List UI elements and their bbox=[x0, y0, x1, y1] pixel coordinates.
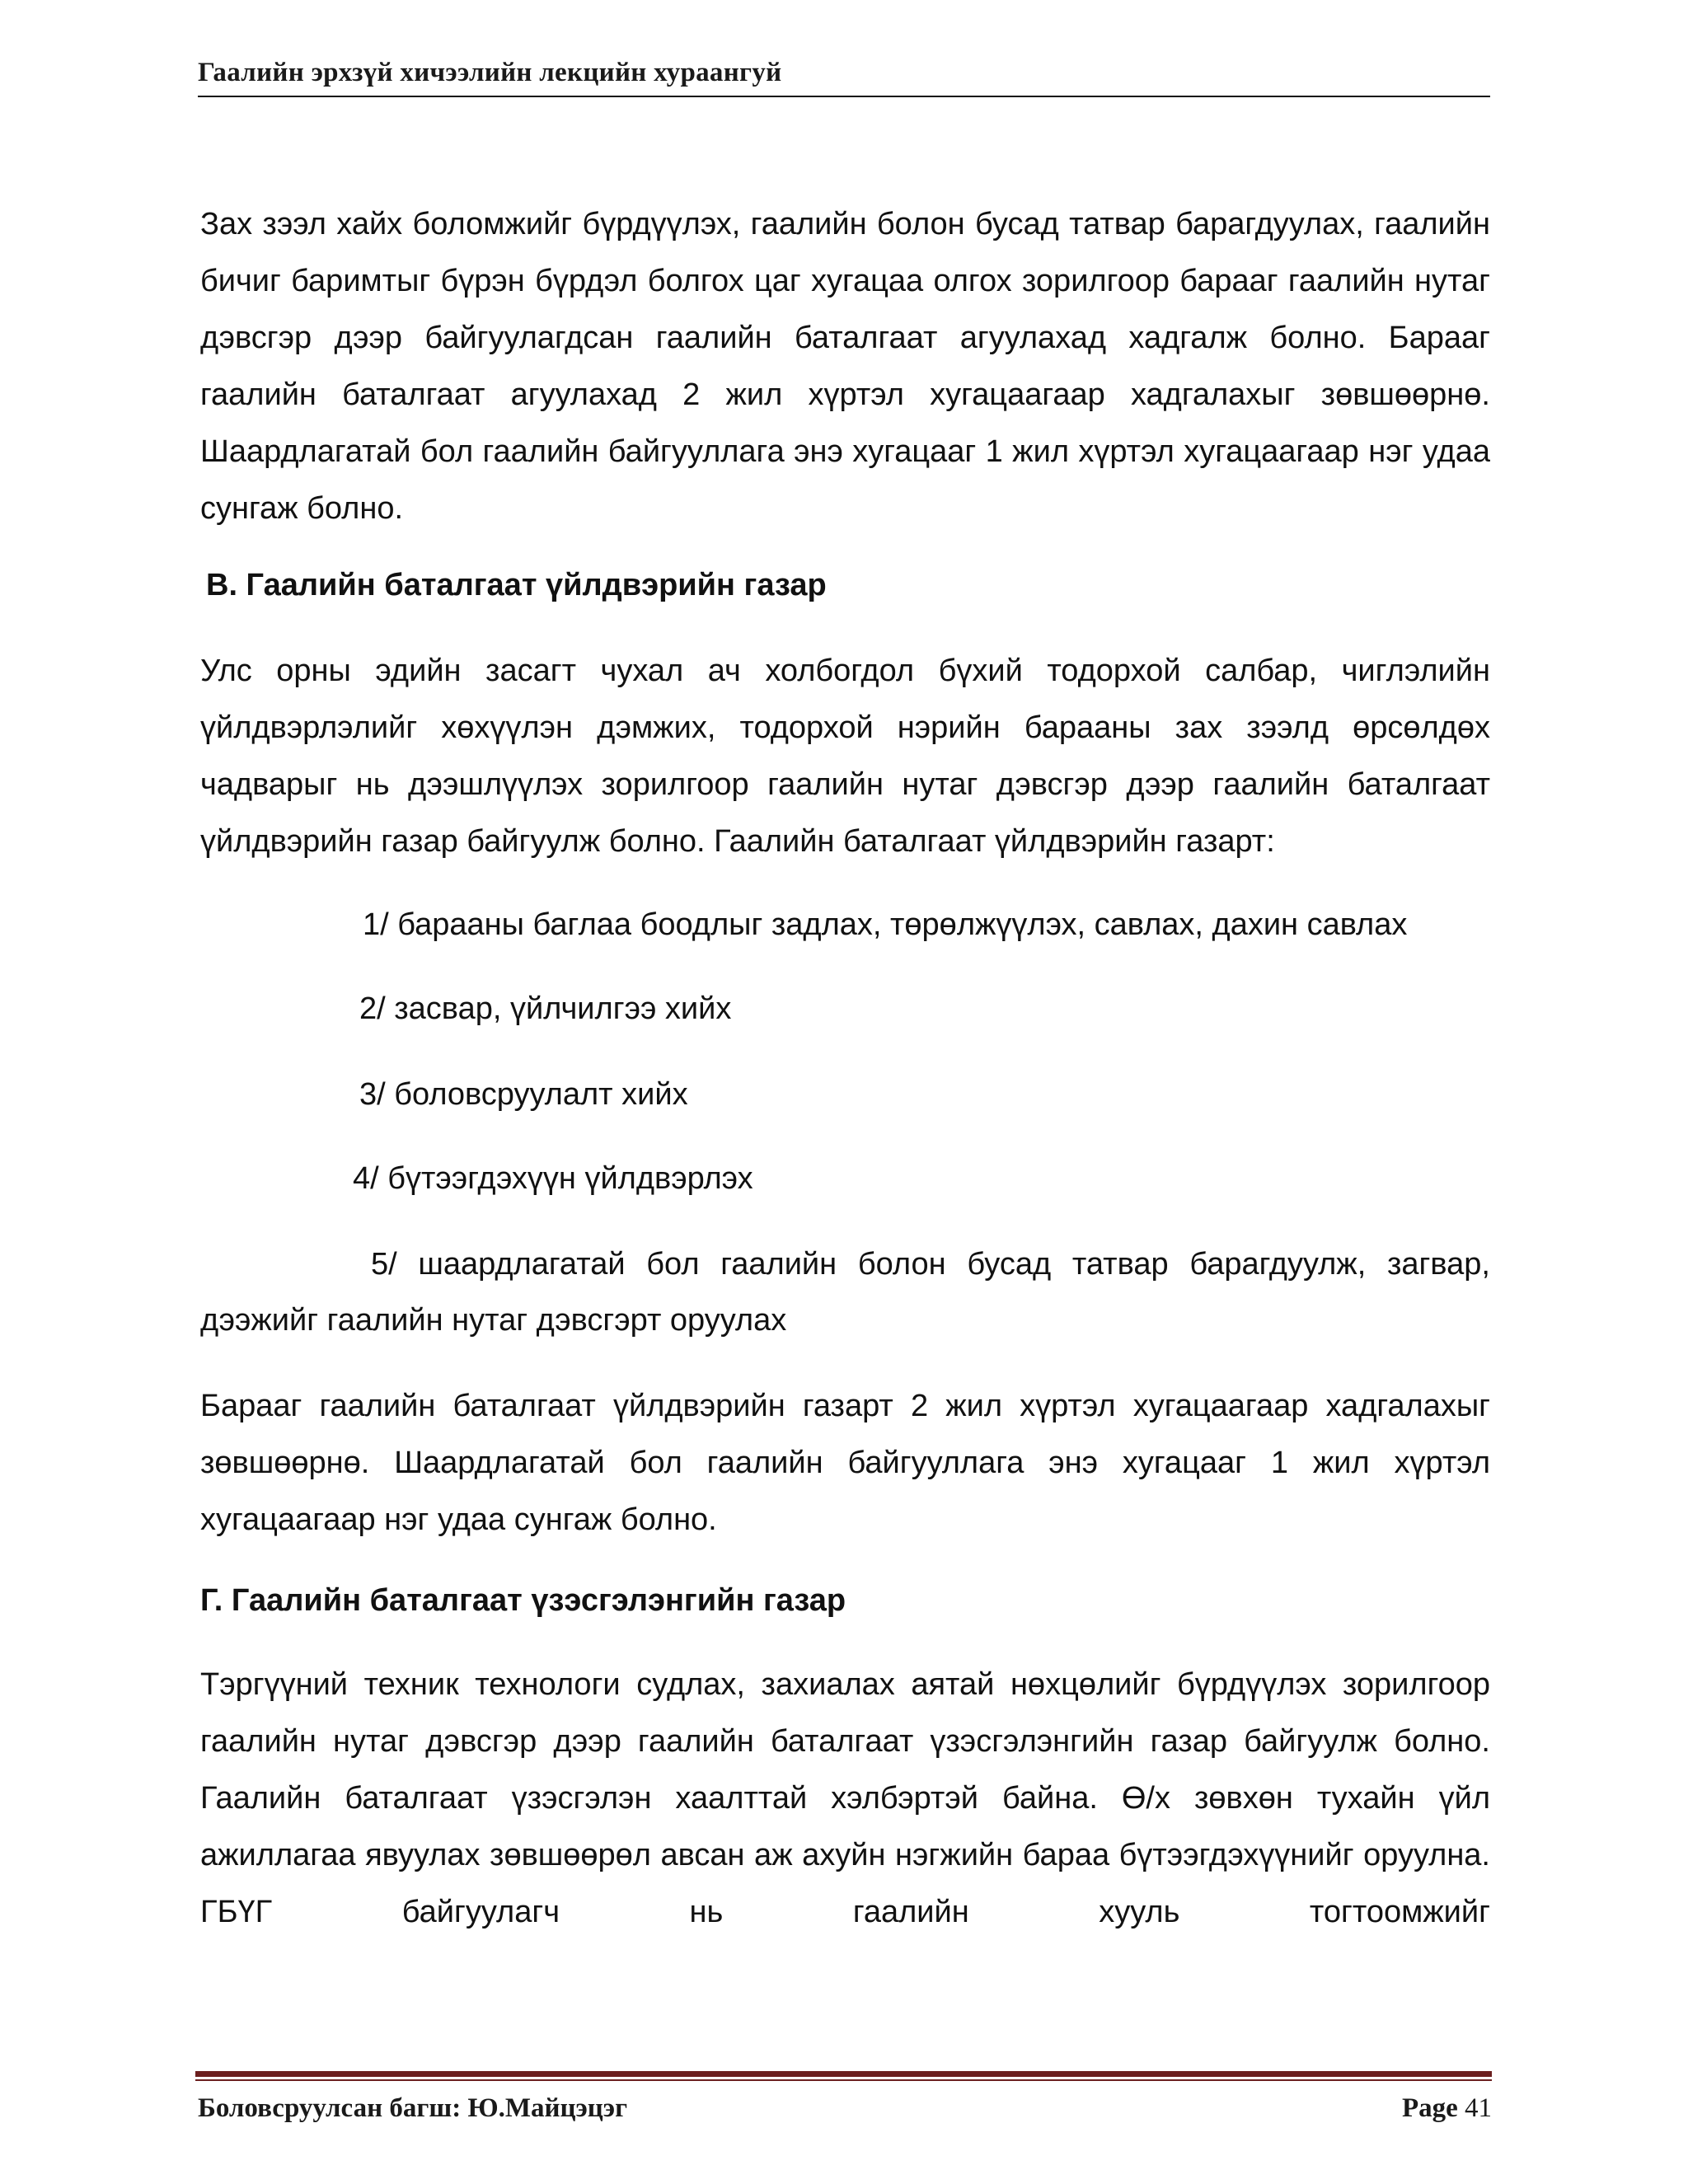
list-item-4: 4/ бүтээгдэхүүн үйлдвэрлэх bbox=[353, 1161, 753, 1196]
page-label: Page bbox=[1401, 2093, 1458, 2123]
footer-divider-thin bbox=[195, 2079, 1492, 2081]
paragraph-4: Тэргүүний техник технологи судлах, захиалах аятай нөхцөлийг бүрдүүлэх зорилгоор гаалийн нутаг дэвсгэр дээр гаалийн баталгаат үзэсгэлэнгийн газар байгуулж болно. Гаалийн баталгаат үзэсгэлэн хаалттай хэлбэртэй байна. Ө/х зөвхөн тухайн үйл ажиллагаа явуулах зөвшөөрөл авсан аж ахуйн нэгжийн бараа бүтээгдэхүүнийг оруулна. ГБҮГ байгуулагч нь гаалийн хууль тогтоомжийг bbox=[200, 1667, 1490, 1929]
footer-divider-thick bbox=[195, 2071, 1492, 2077]
footer-page-number bbox=[1402, 2093, 1492, 2124]
list-item-5-line-2: дээжийг гаалийн нутаг дэвсгэрт оруулах bbox=[200, 1303, 787, 1338]
section-heading-b: В. Гаалийн баталгаат үйлдвэрийн газар bbox=[206, 568, 827, 602]
list-item-1: 1/ барааны баглаа боодлыг задлах, төрөлжүүлэх, савлах, дахин савлах bbox=[363, 907, 1408, 942]
paragraph-1: Зах зээл хайх боломжийг бүрдүүлэх, гаалийн болон бусад татвар барагдуулах, гаалийн бичиг баримтыг бүрэн бүрдэл болгох цаг хугацаа олгох зорилгоор барааг гаалийн нутаг дэвсгэр дээр байгуулагдсан гаалийн баталгаат агуулахад хадгалж болно. Барааг гаалийн баталгаат агуулахад 2 жил хүртэл хугацаагаар хадгалахыг зөвшөөрнө. Шаардлагатай бол гаалийн байгууллага энэ хугацааг 1 жил хүртэл хугацаагаар нэг удаа сунгаж болно. bbox=[200, 207, 1490, 526]
paragraph-2: Улс орны эдийн засагт чухал ач холбогдол бүхий тодорхой салбар, чиглэлийн үйлдвэрлэлийг хөхүүлэн дэмжих, тодорхой нэрийн барааны зах зээлд өрсөлдөх чадварыг нь дээшлүүлэх зорилгоор гаалийн нутаг дэвсгэр дээр гаалийн баталгаат үйлдвэрийн газар байгуулж болно. Гаалийн баталгаат үйлдвэрийн газарт: bbox=[200, 654, 1490, 859]
list-item-2: 2/ засвар, үйлчилгээ хийх bbox=[359, 991, 732, 1026]
list-item-3: 3/ боловсруулалт хийх bbox=[359, 1077, 688, 1112]
page-header-title: Гаалийн эрхзүй хичээлийн лекцийн хураангуй bbox=[198, 58, 782, 87]
header-divider bbox=[198, 96, 1490, 97]
page-number: 41 bbox=[1465, 2093, 1492, 2123]
paragraph-3: Барааг гаалийн баталгаат үйлдвэрийн газарт 2 жил хүртэл хугацаагаар хадгалахыг зөвшөөрнө. Шаардлагатай бол гаалийн байгууллага энэ хугацааг 1 жил хүртэл хугацаагаар нэг удаа сунгаж болно. bbox=[200, 1389, 1490, 1537]
list-item-5-line-1: 5/ шаардлагатай бол гаалийн болон бусад татвар барагдуулж, загвар, bbox=[371, 1247, 1490, 1282]
footer-author: Боловсруулсан багш: Ю.Майцэцэг bbox=[198, 2093, 628, 2123]
section-heading-g: Г. Гаалийн баталгаат үзэсгэлэнгийн газар bbox=[200, 1583, 846, 1618]
